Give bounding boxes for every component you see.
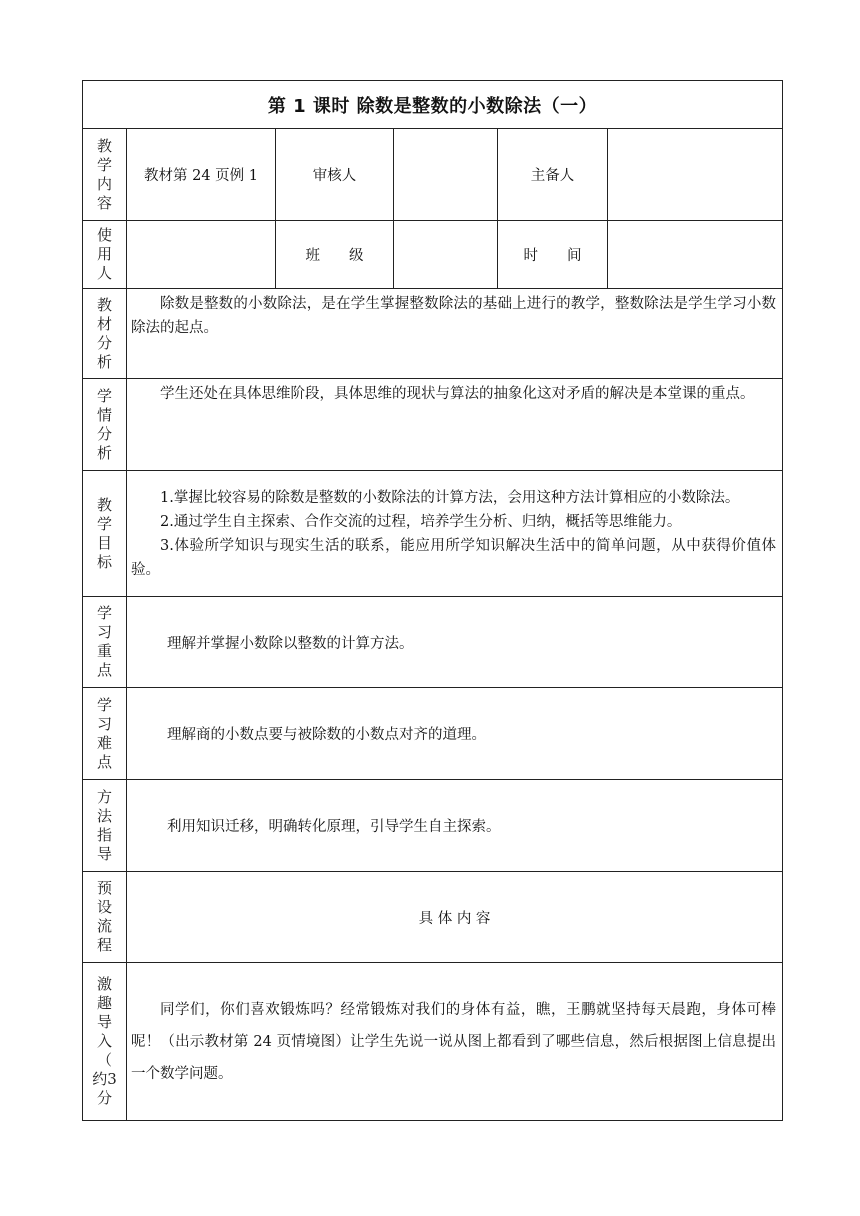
label-char: 内 bbox=[96, 174, 112, 193]
material-text: 除数是整数的小数除法，是在学生掌握整数除法的基础上进行的教学，整数除法是学生学习小数除法的起点。 bbox=[127, 289, 783, 379]
label-char: 点 bbox=[96, 752, 112, 771]
user-value[interactable] bbox=[127, 221, 276, 289]
label-char: 学 bbox=[96, 386, 112, 405]
goal-item: 3.体验所学知识与现实生活的联系，能应用所学知识解决生活中的简单问题，从中获得价值体验。 bbox=[131, 537, 777, 578]
label-char: 材 bbox=[96, 314, 112, 333]
label-char: 目 bbox=[96, 533, 112, 552]
label-char: 导 bbox=[96, 844, 112, 863]
label-char: 重 bbox=[96, 642, 112, 660]
label-char: 习 bbox=[96, 623, 112, 641]
page-title: 第 1 课时 除数是整数的小数除法（一） bbox=[83, 81, 783, 129]
label-char: 学 bbox=[96, 514, 112, 533]
difficulty-row bbox=[83, 688, 783, 780]
method-row bbox=[83, 780, 783, 872]
material-row bbox=[83, 289, 783, 379]
label-char: 教 bbox=[96, 295, 112, 314]
label-char: 分 bbox=[96, 333, 112, 352]
label-char: 用 bbox=[96, 245, 112, 263]
intro-label bbox=[83, 963, 127, 1121]
label-char: 分 bbox=[96, 424, 112, 443]
label-char: 难 bbox=[96, 733, 112, 752]
student-text: 学生还处在具体思维阶段，具体思维的现状与算法的抽象化这对矛盾的解决是本堂课的重点。 bbox=[127, 379, 783, 471]
process-row bbox=[83, 872, 783, 963]
label-char: 预 bbox=[96, 879, 112, 897]
content-label bbox=[83, 129, 127, 221]
time-value[interactable] bbox=[608, 221, 783, 289]
key-label bbox=[83, 597, 127, 688]
method-text: 利用知识迁移，明确转化原理，引导学生自主探索。 bbox=[127, 780, 783, 872]
goals-row bbox=[83, 471, 783, 597]
label-char: 析 bbox=[96, 352, 112, 371]
time-label: 时 间 bbox=[498, 221, 608, 289]
class-label: 班 级 bbox=[276, 221, 394, 289]
process-text: 具 体 内 容 bbox=[127, 872, 783, 963]
label-char: 情 bbox=[96, 405, 112, 424]
label-char: 习 bbox=[96, 714, 112, 733]
label-char: 方 bbox=[96, 787, 112, 806]
process-label bbox=[83, 872, 127, 963]
label-char: 趣 bbox=[96, 994, 112, 1012]
preparer-value[interactable] bbox=[608, 129, 783, 221]
class-value[interactable] bbox=[394, 221, 498, 289]
goals-label bbox=[83, 471, 127, 597]
label-char: 学 bbox=[96, 604, 112, 622]
student-label bbox=[83, 379, 127, 471]
lesson-plan-sheet bbox=[82, 80, 782, 1121]
label-char: 析 bbox=[96, 443, 112, 462]
student-row bbox=[83, 379, 783, 471]
label-char: 分 bbox=[96, 1089, 112, 1107]
intro-row bbox=[83, 963, 783, 1121]
goal-item: 2.通过学生自主探索、合作交流的过程，培养学生分析、归纳，概括等思维能力。 bbox=[160, 513, 682, 530]
label-char: 教 bbox=[96, 136, 112, 155]
key-text: 理解并掌握小数除以整数的计算方法。 bbox=[127, 597, 783, 688]
label-char: 点 bbox=[96, 661, 112, 679]
reviewer-value[interactable] bbox=[394, 129, 498, 221]
difficulty-label bbox=[83, 688, 127, 780]
label-char: 程 bbox=[96, 936, 112, 954]
intro-text: 同学们，你们喜欢锻炼吗？经常锻炼对我们的身体有益，瞧，王鹏就坚持每天晨跑，身体可棒呢！（出示教材第 24 页情境图）让学生先说一说从图上都看到了哪些信息，然后根据图上信息提出一个数学问题。 bbox=[127, 963, 783, 1121]
reviewer-label: 审核人 bbox=[276, 129, 394, 221]
key-row bbox=[83, 597, 783, 688]
label-char: 教 bbox=[96, 495, 112, 514]
label-char: 使 bbox=[96, 226, 112, 244]
title-row bbox=[83, 81, 783, 129]
lesson-plan-table bbox=[82, 80, 783, 1121]
goals-text bbox=[127, 471, 783, 597]
label-char: （ bbox=[96, 1051, 112, 1069]
label-char: 指 bbox=[96, 825, 112, 844]
material-label bbox=[83, 289, 127, 379]
goal-item: 1.掌握比较容易的除数是整数的小数除法的计算方法，会用这种方法计算相应的小数除法。 bbox=[160, 489, 740, 506]
difficulty-text: 理解商的小数点要与被除数的小数点对齐的道理。 bbox=[127, 688, 783, 780]
label-char: 学 bbox=[96, 695, 112, 714]
user-label bbox=[83, 221, 127, 289]
user-row bbox=[83, 221, 783, 289]
label-char: 容 bbox=[96, 193, 112, 212]
label-char: 法 bbox=[96, 806, 112, 825]
label-char: 导 bbox=[96, 1013, 112, 1031]
content-value: 教材第 24 页例 1 bbox=[127, 129, 276, 221]
label-char: 激 bbox=[96, 975, 112, 993]
label-char: 流 bbox=[96, 917, 112, 935]
label-char: 入 bbox=[96, 1032, 112, 1050]
label-char: 设 bbox=[96, 898, 112, 916]
label-char: 约3 bbox=[92, 1070, 117, 1088]
label-char: 人 bbox=[96, 264, 112, 282]
label-char: 标 bbox=[96, 552, 112, 571]
preparer-label: 主备人 bbox=[498, 129, 608, 221]
label-char: 学 bbox=[96, 155, 112, 174]
content-row bbox=[83, 129, 783, 221]
method-label bbox=[83, 780, 127, 872]
